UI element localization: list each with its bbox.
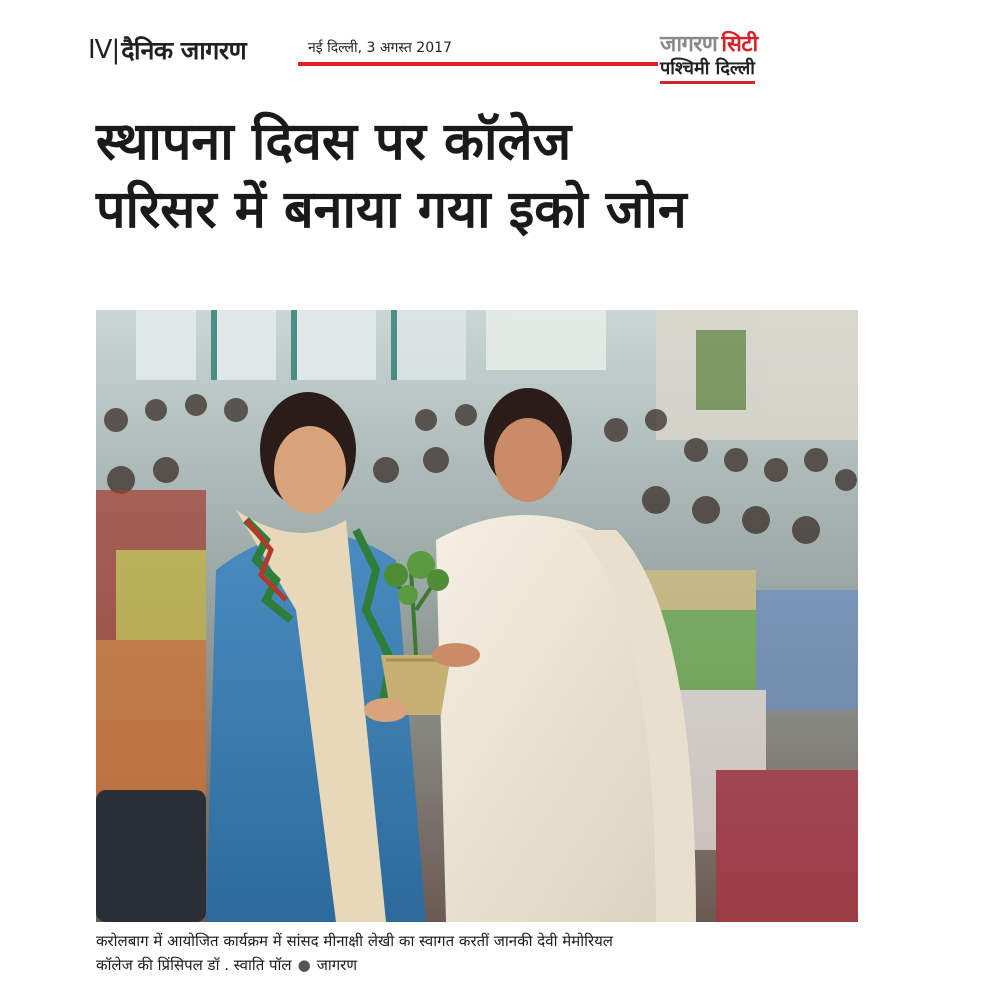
headline-line-2: परिसर में बनाया गया इको जोन xyxy=(96,180,687,240)
section-header xyxy=(660,28,872,80)
dateline: नई दिल्ली, 3 अगस्त 2017 xyxy=(308,40,452,56)
newspaper-name: दैनिक जागरण xyxy=(121,36,247,65)
caption-bullet-icon: ● xyxy=(297,956,311,974)
masthead-rule xyxy=(298,62,658,66)
section-brand xyxy=(660,28,758,58)
photo-illustration xyxy=(96,310,858,922)
photo-caption xyxy=(96,929,886,977)
section-brand-jagran: जागरण xyxy=(660,32,718,57)
caption-line-2: कॉलेज की प्रिंसिपल डॉ . स्वाति पॉल xyxy=(96,956,292,974)
caption-line-1: करोलबाग में आयोजित कार्यक्रम में सांसद मीनाक्षी लेखी का स्वागत करतीं जानकी देवी मेमोरियल xyxy=(96,932,613,950)
news-photo xyxy=(96,310,858,922)
logo-mark: IV| xyxy=(88,35,120,65)
newspaper-logo xyxy=(88,32,246,68)
section-subtitle: पश्चिमी दिल्ली xyxy=(660,56,755,84)
photo-credit: जागरण xyxy=(316,956,358,974)
headline xyxy=(96,108,896,244)
headline-line-1: स्थापना दिवस पर कॉलेज xyxy=(96,112,572,172)
section-brand-city: सिटी xyxy=(721,32,758,57)
masthead xyxy=(88,28,872,80)
